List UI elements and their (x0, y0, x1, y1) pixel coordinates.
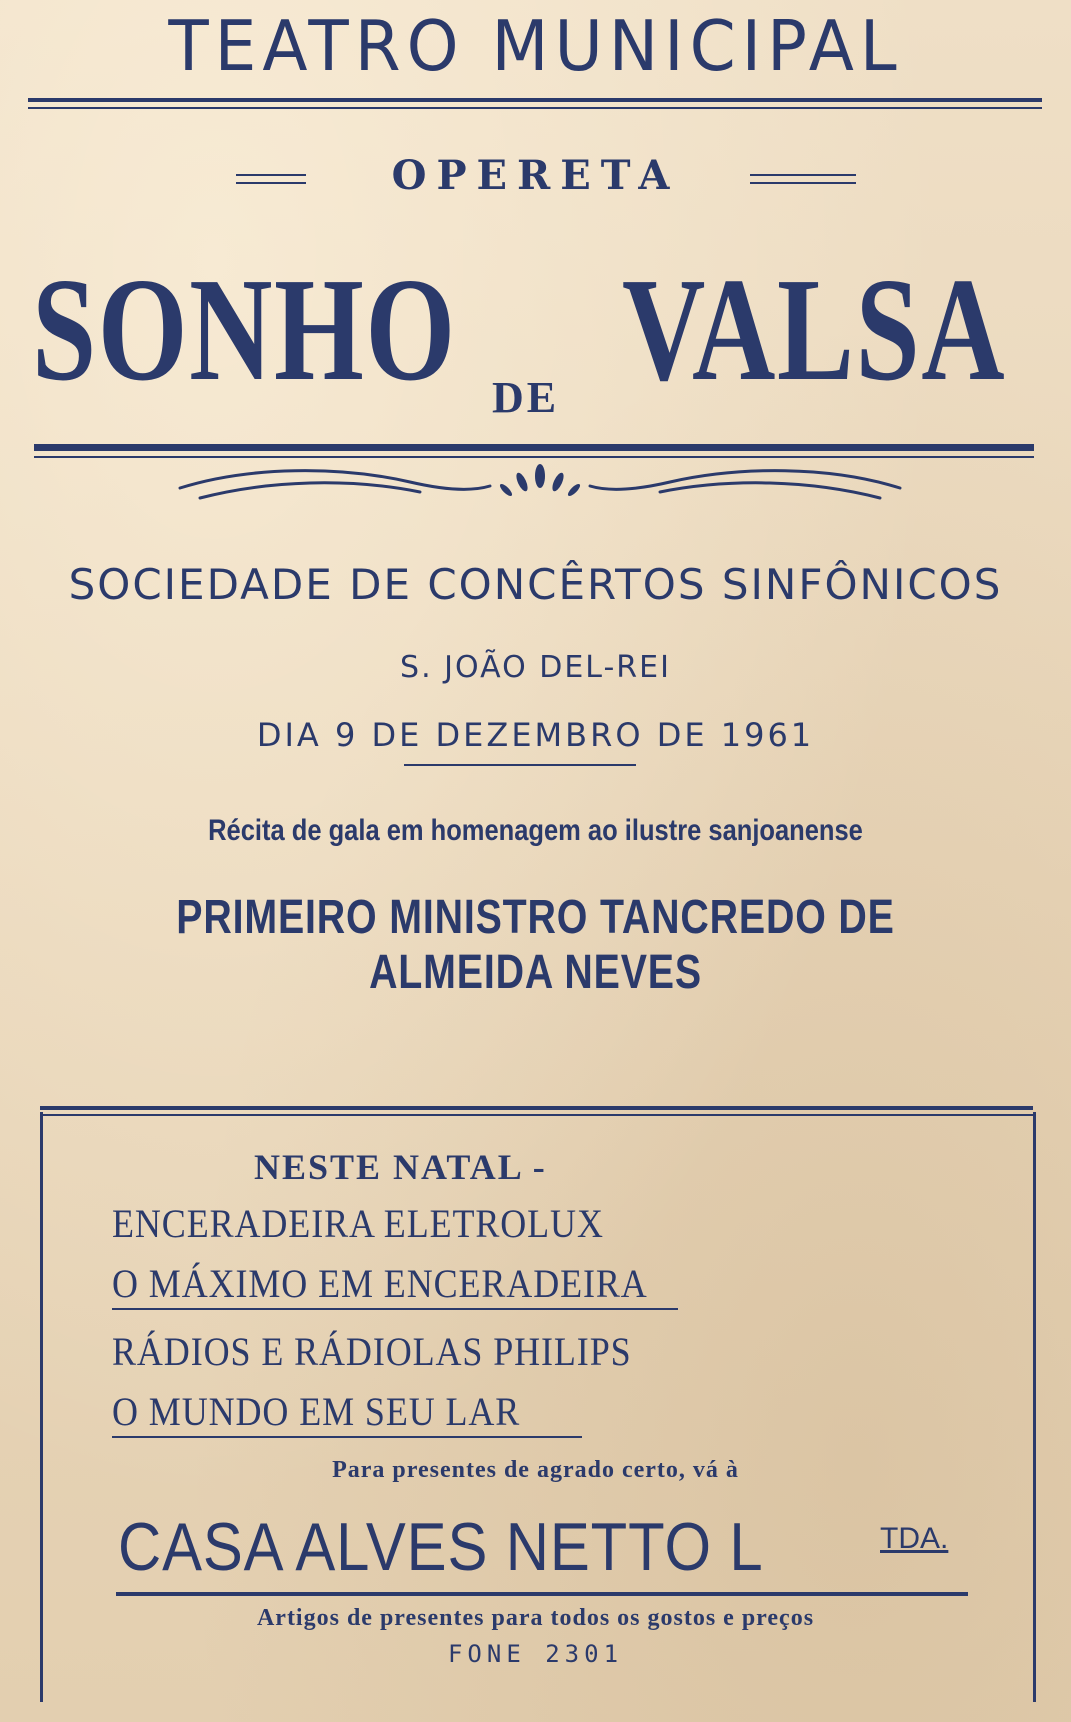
title-word-sonho: SONHO (32, 248, 457, 412)
title-rule-thick (34, 444, 1034, 451)
date-underline (404, 764, 636, 766)
ad-line-4-underline (112, 1436, 582, 1438)
ad-line-1: ENCERADEIRA ELETROLUX (112, 1201, 604, 1246)
opereta-right-rule (750, 174, 856, 176)
title-rule-thin (34, 456, 1034, 458)
society-name: SOCIEDADE DE CONCÊRTOS SINFÔNICOS (68, 560, 1003, 609)
ad-line-2: O MÁXIMO EM ENCERADEIRA (112, 1261, 648, 1306)
event-date: DIA 9 DE DEZEMBRO DE 1961 (256, 716, 815, 754)
city-name: S. JOÃO DEL-REI (400, 650, 671, 685)
ad-invite: Para presentes de agrado certo, vá à (332, 1457, 739, 1483)
ad-headline: NESTE NATAL - (254, 1147, 547, 1187)
header-rule-thick (28, 98, 1042, 102)
honoree-name: PRIMEIRO MINISTRO TANCREDO DE ALMEIDA NEVES (176, 891, 895, 999)
phone-number: FONE 2301 (447, 1640, 624, 1668)
store-rule-thick (116, 1592, 968, 1596)
header-rule-thin (28, 107, 1042, 109)
title-word-de: DE (492, 373, 560, 422)
ad-top-rule-thick (40, 1106, 1033, 1110)
tribute-line: Récita de gala em homenagem ao ilustre sanjoanense (208, 814, 863, 847)
genre-label: OPERETA (391, 152, 680, 199)
ad-line-2-underline (112, 1308, 678, 1310)
store-name: CASA ALVES NETTO L (118, 1509, 764, 1585)
ad-tagline: Artigos de presentes para todos os gostos e preços (256, 1605, 815, 1631)
ad-line-3: RÁDIOS E RÁDIOLAS PHILIPS (112, 1329, 632, 1374)
flourish-ornament-icon (170, 462, 910, 512)
ad-line-4: O MUNDO EM SEU LAR (112, 1389, 521, 1434)
opereta-right-rule-2 (750, 182, 856, 184)
store-suffix: TDA. (880, 1522, 949, 1555)
venue-title: TEATRO MUNICIPAL (168, 6, 903, 87)
title-word-valsa: VALSA (622, 248, 1007, 412)
